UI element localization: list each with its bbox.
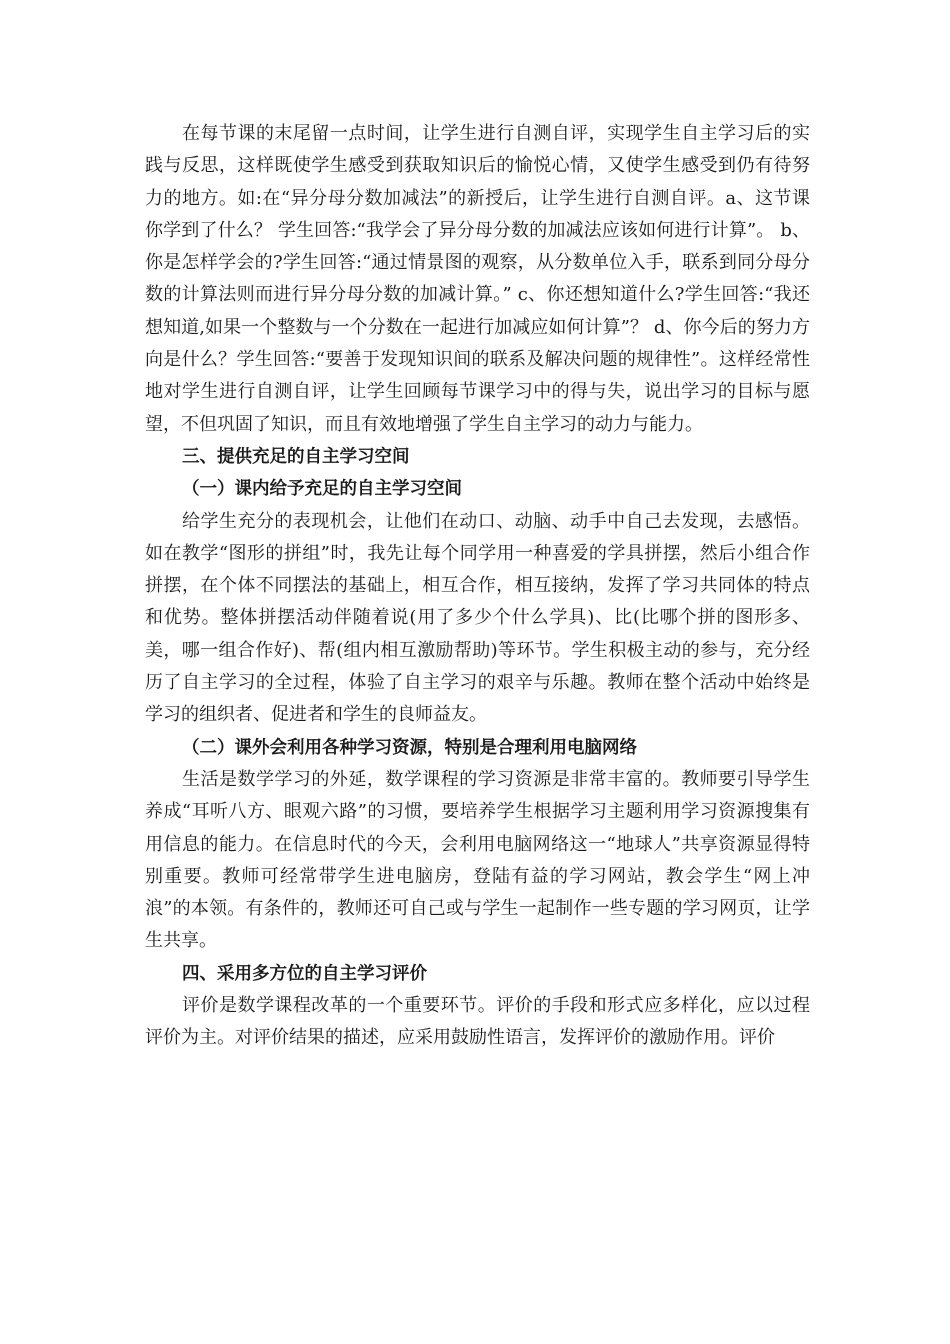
paragraph-self-assessment: 在每节课的末尾留一点时间，让学生进行自测自评，实现学生自主学习后的实践与反思，这样既使学生感受到获取知识后的愉悦心情，又使学生感受到仍有待努力的地方。如:在“异分母分数加减法”的新授后，让学生进行自测自评。a、这节课你学到了什么？ 学生回答:“我学会了异分母分数的加减法应该如何进行计算”。 b、你是怎样学会的?学生回答:“通过情景图的观察，从分数单位入手，联系到同分母分数的计算法则而进行异分母分数的加减计算。” c、你还想知道什么?学生回答:“我还想知道,如果一个整数与一个分数在一起进行加减应如何计算”？ d、你今后的努力方向是什么？学生回答:“要善于发现知识间的联系及解决问题的规律性”。这样经常性地对学生进行自测自评，让学生回顾每节课学习中的得与失，说出学习的目标与愿望，不但巩固了知识，而且有效地增强了学生自主学习的动力与能力。 <box>145 123 810 435</box>
section-heading-4: 四、采用多方位的自主学习评价 <box>182 963 427 984</box>
document-page <box>145 118 810 1055</box>
section-heading-3: 三、提供充足的自主学习空间 <box>182 446 410 467</box>
paragraph-evaluation: 评价是数学课程改革的一个重要环节。评价的手段和形式应多样化，应以过程评价为主。对评价结果的描述，应采用鼓励性语言，发挥评价的激励作用。评价 <box>145 995 810 1049</box>
subsection-heading-3-1: （一）课内给予充足的自主学习空间 <box>182 479 462 500</box>
paragraph-learning-resources: 生活是数学学习的外延，数学课程的学习资源是非常丰富的。教师要引导学生养成“耳听八方、眼观六路”的习惯，要培养学生根据学习主题利用学习资源搜集有用信息的能力。在信息时代的今天，会利用电脑网络这一“地球人”共享资源显得特别重要。教师可经常带学生进电脑房，登陆有益的学习网站，教会学生“网上冲浪”的本领。有条件的，教师还可自己或与学生一起制作一些专题的学习网页，让学生共享。 <box>145 768 810 952</box>
paragraph-in-class-space: 给学生充分的表现机会，让他们在动口、动脑、动手中自己去发现，去感悟。如在教学“图形的拼组”时，我先让每个同学用一种喜爱的学具拼摆，然后小组合作拼摆，在个体不同摆法的基础上，相互合作，相互接纳，发挥了学习共同体的特点和优势。整体拼摆活动伴随着说(用了多少个什么学具)、比(比哪个拼的图形多、美，哪一组合作好)、帮(组内相互激励帮助)等环节。学生积极主动的参与，充分经历了自主学习的全过程，体验了自主学习的艰辛与乐趣。教师在整个活动中始终是学习的组织者、促进者和学生的良师益友。 <box>145 510 810 726</box>
subsection-heading-3-2: （二）课外会利用各种学习资源，特别是合理利用电脑网络 <box>182 737 637 758</box>
